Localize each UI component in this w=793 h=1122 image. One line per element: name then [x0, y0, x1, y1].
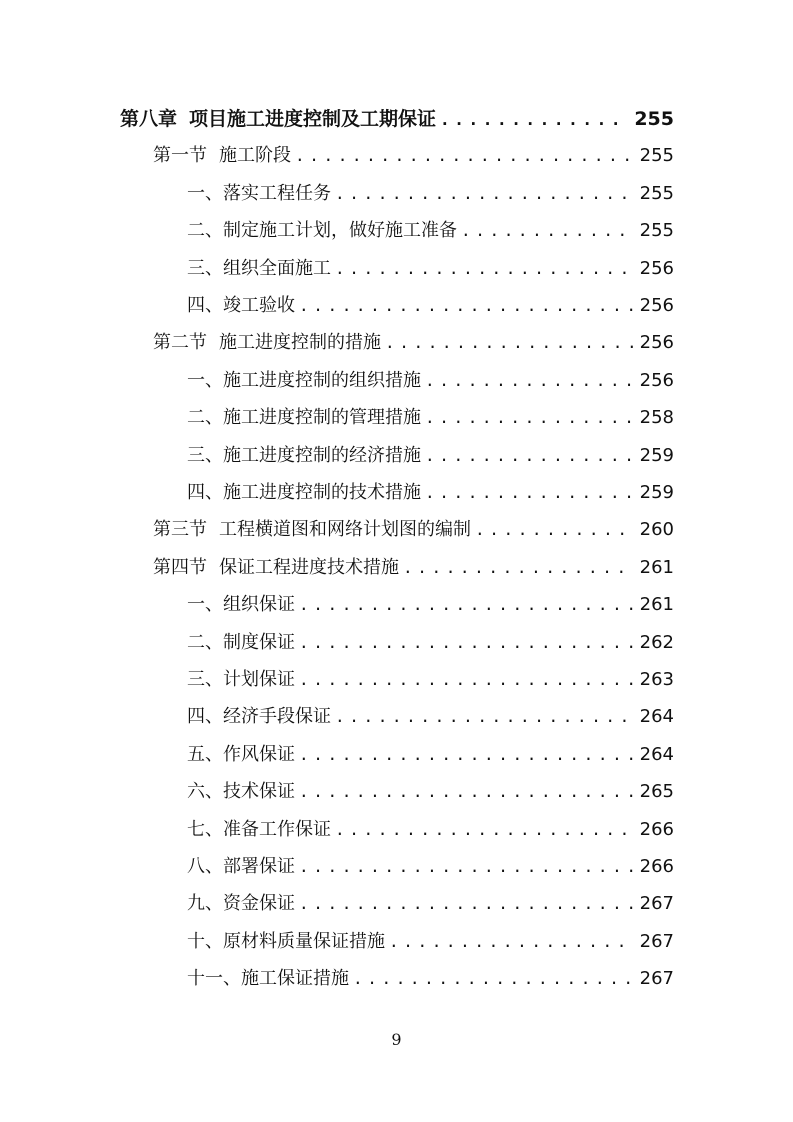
toc-entry-text: 组织保证	[223, 594, 295, 616]
toc-entry-page: 255	[634, 108, 674, 130]
toc-entry-title	[187, 702, 331, 732]
toc-entry-title	[187, 628, 295, 658]
toc-entry-title	[187, 815, 331, 845]
toc-entry-label: 第三节	[153, 519, 207, 541]
toc-leader-dots	[299, 852, 634, 882]
toc-leader-dots	[425, 478, 634, 508]
toc-entry-text: 技术保证	[223, 781, 295, 803]
toc-entry-page: 259	[639, 444, 674, 466]
toc-entry-title	[187, 889, 295, 919]
toc-entry-page: 265	[639, 781, 674, 803]
toc-entry-page: 267	[639, 893, 674, 915]
toc-entry-page: 256	[639, 369, 674, 391]
toc-entry-label: 二、	[187, 631, 223, 653]
toc-leader-dots	[335, 179, 634, 209]
toc-entry-text: 竣工验收	[223, 295, 295, 316]
toc-entry-title	[153, 553, 399, 583]
toc-entry-item[interactable]	[187, 702, 674, 732]
toc-leader-dots	[299, 889, 634, 919]
toc-entry-text: 落实工程任务	[223, 182, 331, 204]
toc-entry-title	[187, 740, 295, 770]
toc-entry-page: 264	[639, 743, 674, 765]
toc-entry-title	[187, 254, 331, 284]
toc-entry-item[interactable]	[187, 403, 674, 433]
toc-entry-page: 261	[639, 594, 674, 616]
toc-entry-chapter[interactable]	[120, 104, 674, 134]
toc-entry-title	[187, 216, 457, 246]
toc-entry-label: 第一节	[153, 145, 207, 167]
toc-entry-page: 266	[639, 818, 674, 840]
toc-entry-text: 施工进度控制的措施	[219, 332, 381, 354]
toc-entry-text: 制定施工计划，做好施工准备	[223, 220, 457, 242]
toc-entry-page: 256	[639, 257, 674, 279]
toc-entry-page: 255	[639, 182, 674, 204]
toc-entry-item[interactable]	[187, 852, 674, 882]
toc-entry-text: 计划保证	[223, 669, 295, 690]
toc-entry-item[interactable]	[187, 366, 674, 396]
toc-entry-label: 三、	[187, 257, 223, 279]
toc-entry-text: 项目施工进度控制及工期保证	[189, 108, 437, 130]
toc-entry-label: 二、	[187, 407, 223, 429]
toc-entry-title	[187, 478, 421, 508]
toc-leader-dots	[299, 291, 634, 321]
toc-entry-text: 组织全面施工	[223, 257, 331, 279]
toc-entry-page: 258	[639, 407, 674, 429]
toc-entry-label: 十一、	[187, 968, 241, 990]
toc-entry-item[interactable]	[187, 927, 674, 957]
toc-entry-label: 三、	[187, 444, 223, 466]
toc-entry-label: 四、	[187, 482, 223, 503]
toc-leader-dots	[295, 141, 634, 171]
toc-entry-page: 263	[639, 669, 674, 690]
toc-leader-dots	[299, 628, 634, 658]
toc-entry-label: 九、	[187, 893, 223, 915]
toc-leader-dots	[475, 515, 634, 545]
toc-entry-page: 267	[639, 930, 674, 952]
toc-entry-text: 原材料质量保证措施	[223, 930, 385, 952]
toc-entry-text: 施工进度控制的经济措施	[223, 444, 421, 466]
toc-entry-label: 第二节	[153, 332, 207, 354]
toc-entry-label: 第四节	[153, 556, 207, 578]
toc-leader-dots	[335, 254, 634, 284]
toc-entry-item[interactable]	[187, 740, 674, 770]
toc-leader-dots	[461, 216, 634, 246]
toc-entry-text: 制度保证	[223, 631, 295, 653]
toc-entry-label: 二、	[187, 220, 223, 242]
toc-entry-text: 工程横道图和网络计划图的编制	[219, 519, 471, 541]
toc-entry-item[interactable]	[187, 216, 674, 246]
toc-entry-page: 262	[639, 631, 674, 653]
toc-entry-page: 255	[639, 220, 674, 242]
toc-entry-label: 五、	[187, 743, 223, 765]
toc-entry-title	[153, 141, 291, 171]
toc-entry-text: 施工阶段	[219, 145, 291, 167]
toc-entry-item[interactable]	[187, 665, 674, 695]
toc-entry-title	[187, 403, 421, 433]
toc-entry-title	[187, 291, 295, 321]
toc-entry-item[interactable]	[187, 777, 674, 807]
toc-leader-dots	[353, 964, 634, 994]
toc-entry-item[interactable]	[187, 254, 674, 284]
toc-leader-dots	[335, 702, 634, 732]
toc-entry-text: 部署保证	[223, 856, 295, 877]
toc-entry-page: 259	[639, 482, 674, 503]
toc-leader-dots	[299, 777, 634, 807]
toc-entry-page: 255	[639, 145, 674, 167]
toc-entry-title	[187, 366, 421, 396]
toc-entry-label: 四、	[187, 295, 223, 316]
toc-leader-dots	[425, 441, 634, 471]
toc-entry-page: 261	[639, 556, 674, 578]
toc-entry-title	[187, 179, 331, 209]
toc-leader-dots	[425, 366, 634, 396]
page-number: 9	[391, 1030, 402, 1049]
toc-entry-text: 施工进度控制的技术措施	[223, 482, 421, 503]
toc-entry-item[interactable]	[187, 179, 674, 209]
toc-entry-label: 四、	[187, 706, 223, 728]
toc-entry-label: 六、	[187, 781, 223, 803]
toc-entry-label: 一、	[187, 369, 223, 391]
toc-leader-dots	[299, 590, 634, 620]
toc-entry-title	[153, 328, 381, 358]
toc-entry-text: 施工进度控制的管理措施	[223, 407, 421, 429]
toc-entry-title	[120, 104, 436, 134]
toc-entry-section[interactable]	[153, 141, 674, 171]
toc-entry-page: 266	[639, 856, 674, 877]
toc-entry-text: 准备工作保证	[223, 818, 331, 840]
toc-leader-dots	[440, 105, 628, 135]
toc-entry-section[interactable]	[153, 328, 674, 358]
toc-leader-dots	[299, 665, 634, 695]
toc-entry-page: 256	[639, 295, 674, 316]
toc-entry-page: 267	[639, 968, 674, 990]
toc-leader-dots	[385, 328, 634, 358]
toc-entry-section[interactable]	[153, 515, 674, 545]
toc-entry-section[interactable]	[153, 553, 674, 583]
toc-entry-item[interactable]	[187, 291, 674, 321]
toc-entry-item[interactable]	[187, 964, 674, 994]
toc-entry-label: 一、	[187, 182, 223, 204]
toc-entry-title	[187, 852, 295, 882]
toc-entry-title	[187, 927, 385, 957]
toc-entry-item[interactable]	[187, 889, 674, 919]
toc-entry-label: 十、	[187, 930, 223, 952]
toc-entry-text: 施工保证措施	[241, 968, 349, 990]
toc-entry-page: 256	[639, 332, 674, 354]
toc-entry-text: 资金保证	[223, 893, 295, 915]
toc-entry-title	[187, 441, 421, 471]
toc-entry-label: 八、	[187, 856, 223, 877]
toc-entry-label: 三、	[187, 669, 223, 690]
toc-entry-item[interactable]	[187, 478, 674, 508]
toc-entry-text: 经济手段保证	[223, 706, 331, 728]
toc-entry-label: 一、	[187, 594, 223, 616]
toc-entry-page: 264	[639, 706, 674, 728]
toc-entry-text: 施工进度控制的组织措施	[223, 369, 421, 391]
toc-entry-label: 七、	[187, 818, 223, 840]
toc-entry-title	[187, 777, 295, 807]
toc-leader-dots	[335, 815, 634, 845]
toc-entry-text: 作风保证	[223, 743, 295, 765]
toc-entry-item[interactable]	[187, 441, 674, 471]
toc-leader-dots	[425, 403, 634, 433]
toc-leader-dots	[389, 927, 634, 957]
toc-entry-title	[187, 964, 349, 994]
toc-entry-title	[187, 665, 295, 695]
toc-entry-label: 第八章	[120, 108, 178, 130]
toc-entry-item[interactable]	[187, 628, 674, 658]
toc-entry-page: 260	[639, 519, 674, 541]
toc-entry-title	[187, 590, 295, 620]
toc-leader-dots	[403, 553, 634, 583]
toc-entry-title	[153, 515, 471, 545]
toc-leader-dots	[299, 740, 634, 770]
toc-entry-item[interactable]	[187, 815, 674, 845]
toc-entry-item[interactable]	[187, 590, 674, 620]
toc-entry-text: 保证工程进度技术措施	[219, 556, 399, 578]
